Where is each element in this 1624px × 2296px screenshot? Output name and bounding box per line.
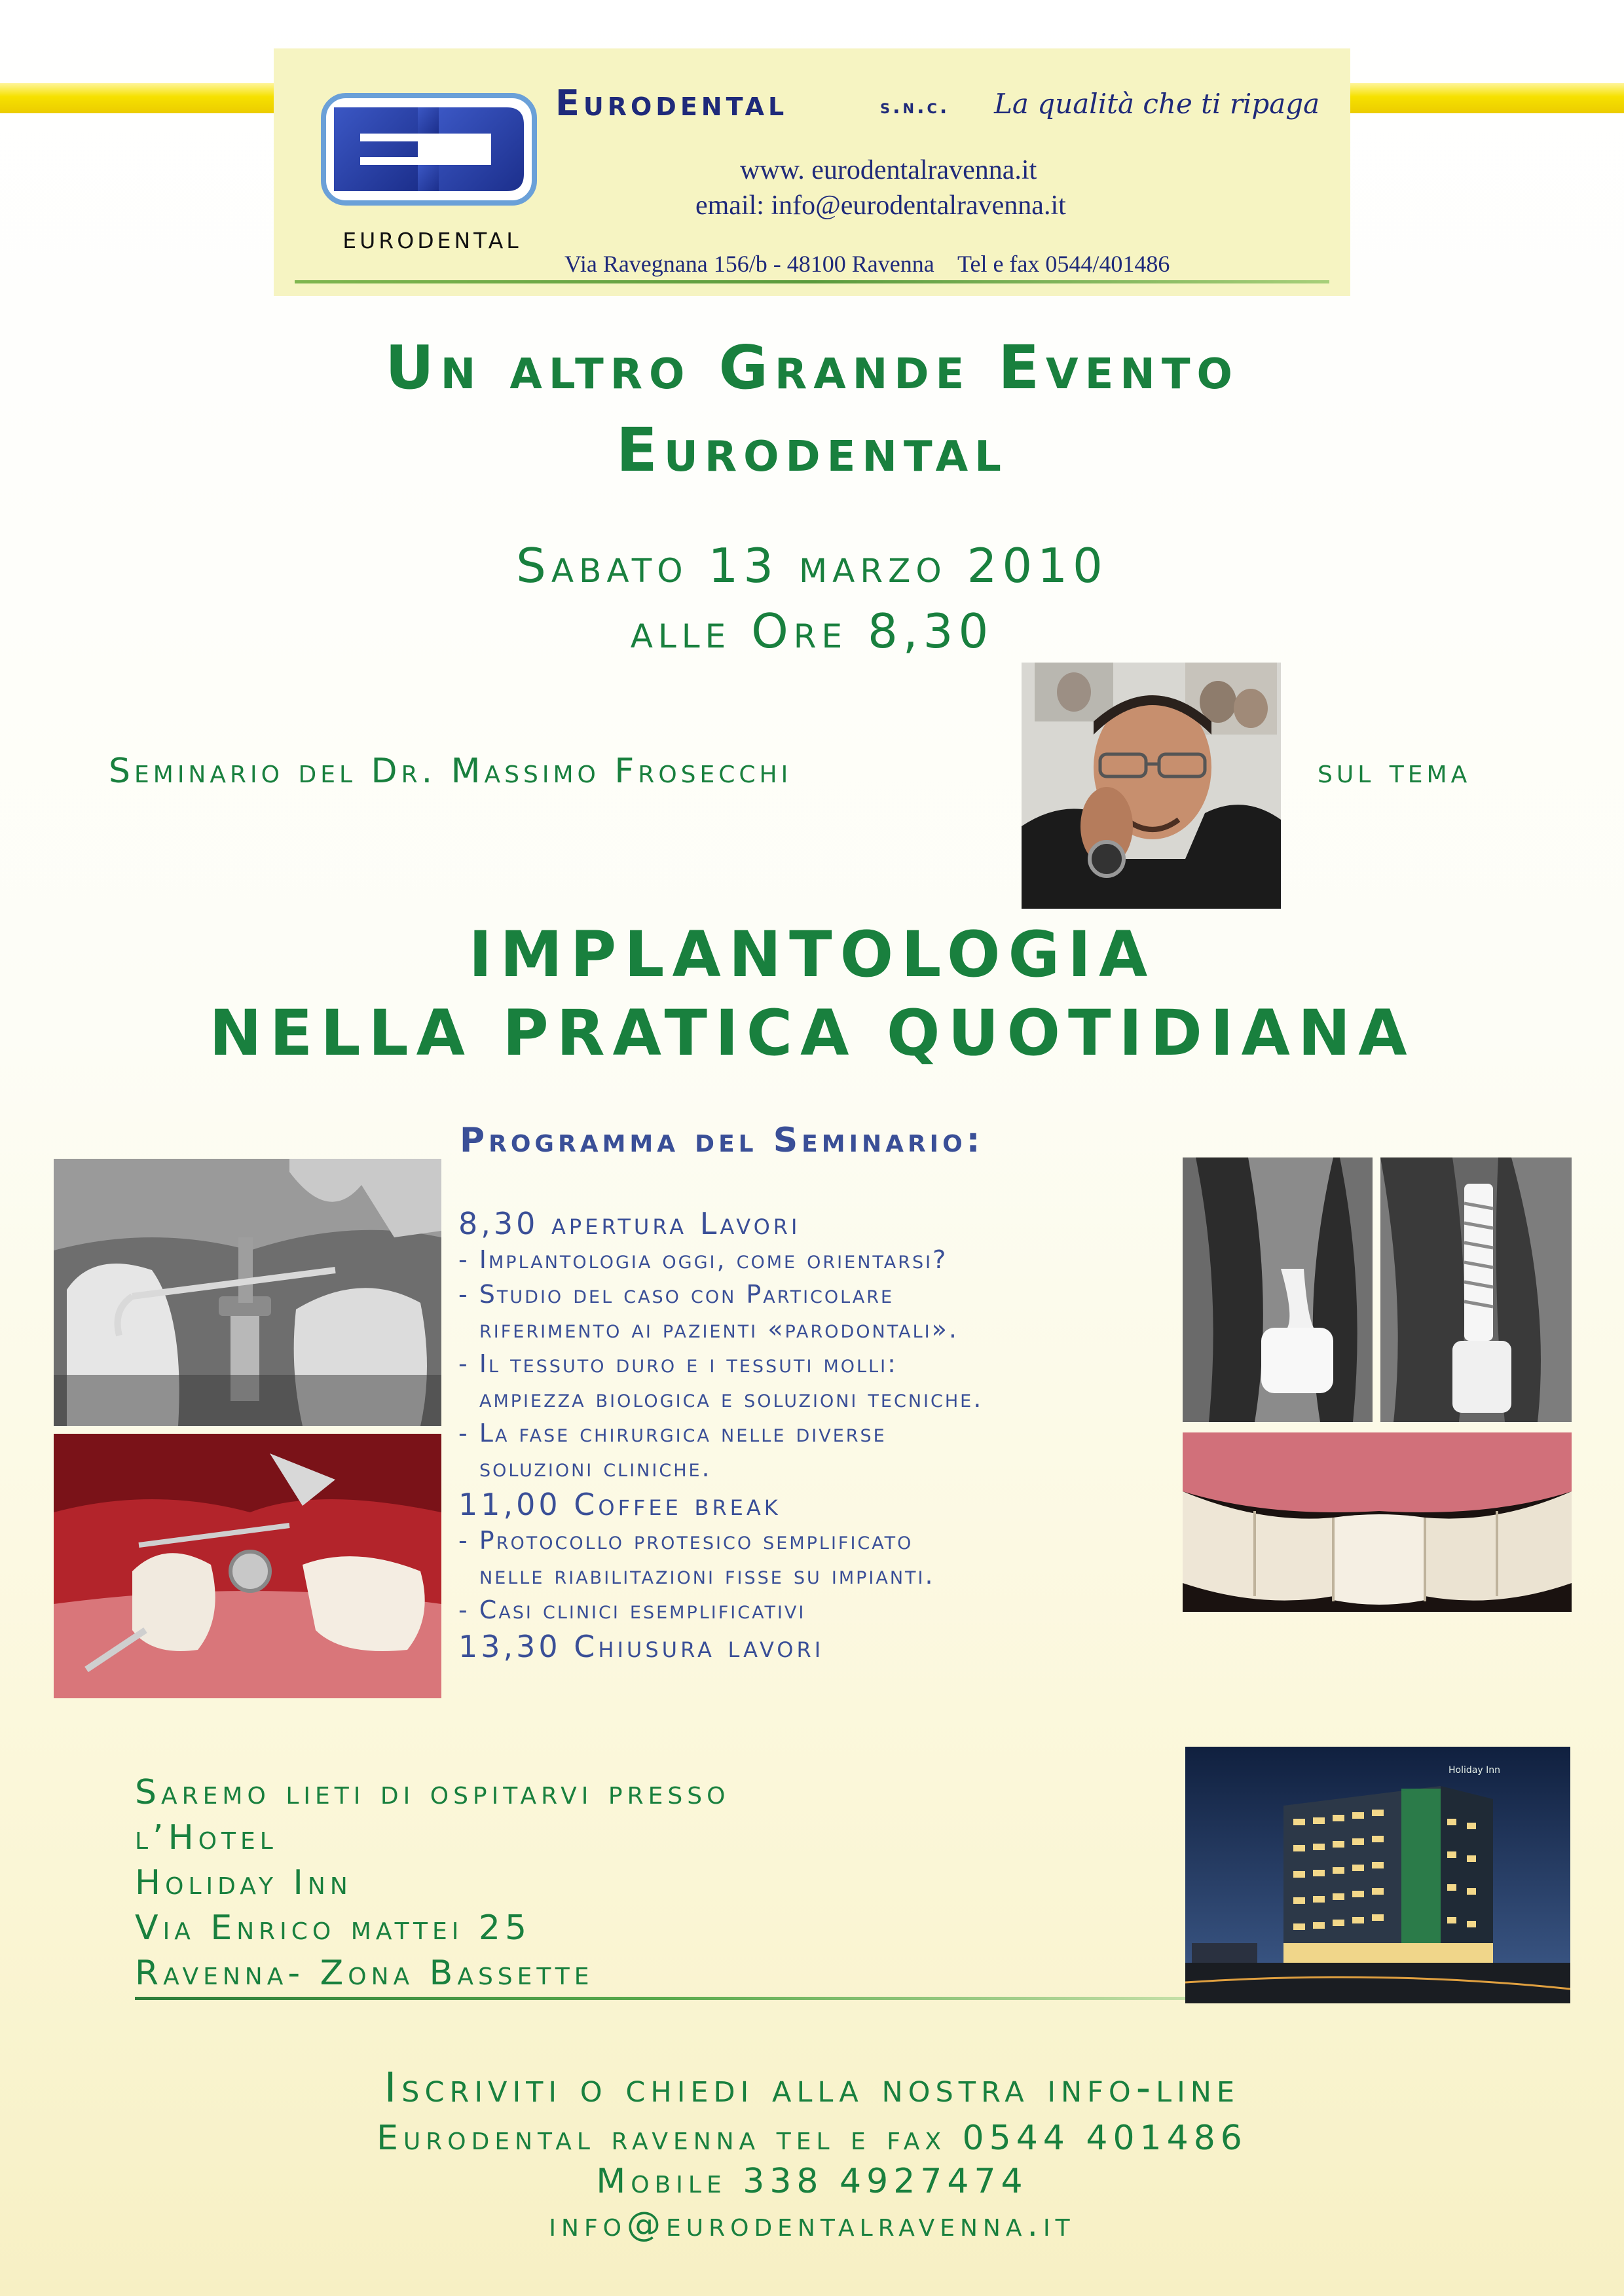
implant-surgery-photo: [54, 1434, 441, 1698]
implant-bw-photo: [54, 1159, 441, 1426]
brand-suffix: s.n.c.: [880, 96, 950, 118]
venue-block: [135, 1770, 729, 1996]
programme-item: 13,30 Chiusura lavori: [458, 1629, 824, 1664]
event-time: alle Ore 8,30: [630, 604, 994, 659]
programme-item: ampiezza biologica e soluzioni tecniche.: [479, 1384, 984, 1413]
programme-item: - La fase chirurgica nelle diverse: [458, 1419, 887, 1448]
venue-line: Via Enrico mattei 25: [135, 1908, 532, 1948]
venue-line: Saremo lieti di ospitarvi presso: [135, 1773, 730, 1812]
seminar-speaker: Seminario del Dr. Massimo Frosecchi: [109, 752, 792, 791]
header-underline: [295, 280, 1329, 283]
programme-item: 8,30 apertura Lavori: [458, 1206, 801, 1241]
programme-item: - Studio del caso con Particolare: [458, 1280, 895, 1309]
programme-item: - Casi clinici esemplificativi: [458, 1595, 806, 1624]
topic-line1: IMPLANTOLOGIA: [468, 918, 1156, 991]
topic-line2: NELLA PRATICA QUOTIDIANA: [209, 996, 1415, 1070]
programme-title: Programma del Seminario:: [460, 1121, 984, 1160]
website-link[interactable]: www. eurodentalravenna.it: [740, 155, 1037, 185]
footer-email[interactable]: info@eurodentalravenna.it: [549, 2205, 1075, 2244]
footer-mobile: Mobile 338 4927474: [596, 2162, 1028, 2201]
footer-phone: Eurodental ravenna tel e fax 0544 401486: [377, 2119, 1247, 2158]
brand-name: Eurodental: [555, 82, 788, 124]
address-line: Via Ravegnana 156/b - 48100 Ravenna Tel e fax 0544/401486: [564, 251, 1170, 277]
xray-after-photo: [1380, 1157, 1572, 1422]
tagline: La qualità che ti ripaga: [994, 88, 1320, 120]
programme-item: - Protocollo protesico semplificato: [458, 1526, 913, 1555]
event-title-line1: Un altro Grande Evento: [385, 333, 1239, 403]
seminar-subject-label: sul tema: [1318, 752, 1471, 791]
hotel-photo: [1185, 1747, 1570, 2003]
programme-item: riferimento ai pazienti «parodontali».: [479, 1315, 959, 1343]
venue-line: l’Hotel: [135, 1818, 278, 1857]
event-title-line2: Eurodental: [616, 415, 1008, 485]
venue-line: Holiday Inn: [135, 1863, 352, 1903]
programme-item: soluzioni cliniche.: [479, 1453, 712, 1482]
programme-list: [458, 1205, 1179, 1666]
speaker-photo: [1022, 663, 1281, 909]
eurodental-logo: [320, 92, 538, 207]
event-date: Sabato 13 marzo 2010: [516, 538, 1108, 593]
final-teeth-photo: [1183, 1432, 1572, 1612]
email-link[interactable]: email: info@eurodentalravenna.it: [695, 191, 1066, 221]
xray-before-photo: [1183, 1157, 1373, 1422]
programme-item: 11,00 Coffee break: [458, 1487, 781, 1522]
footer-cta: Iscriviti o chiedi alla nostra info-line: [384, 2064, 1240, 2111]
venue-line: Ravenna- Zona Bassette: [135, 1954, 594, 1993]
logo-caption: EURODENTAL: [342, 228, 522, 253]
programme-item: - Il tessuto duro e i tessuti molli:: [458, 1349, 898, 1378]
venue-divider: [135, 1997, 1189, 2000]
programme-item: - Implantologia oggi, come orientarsi?: [458, 1245, 948, 1274]
programme-item: nelle riabilitazioni fisse su impianti.: [479, 1561, 935, 1590]
hotel-sign: Holiday Inn: [1449, 1765, 1500, 1776]
